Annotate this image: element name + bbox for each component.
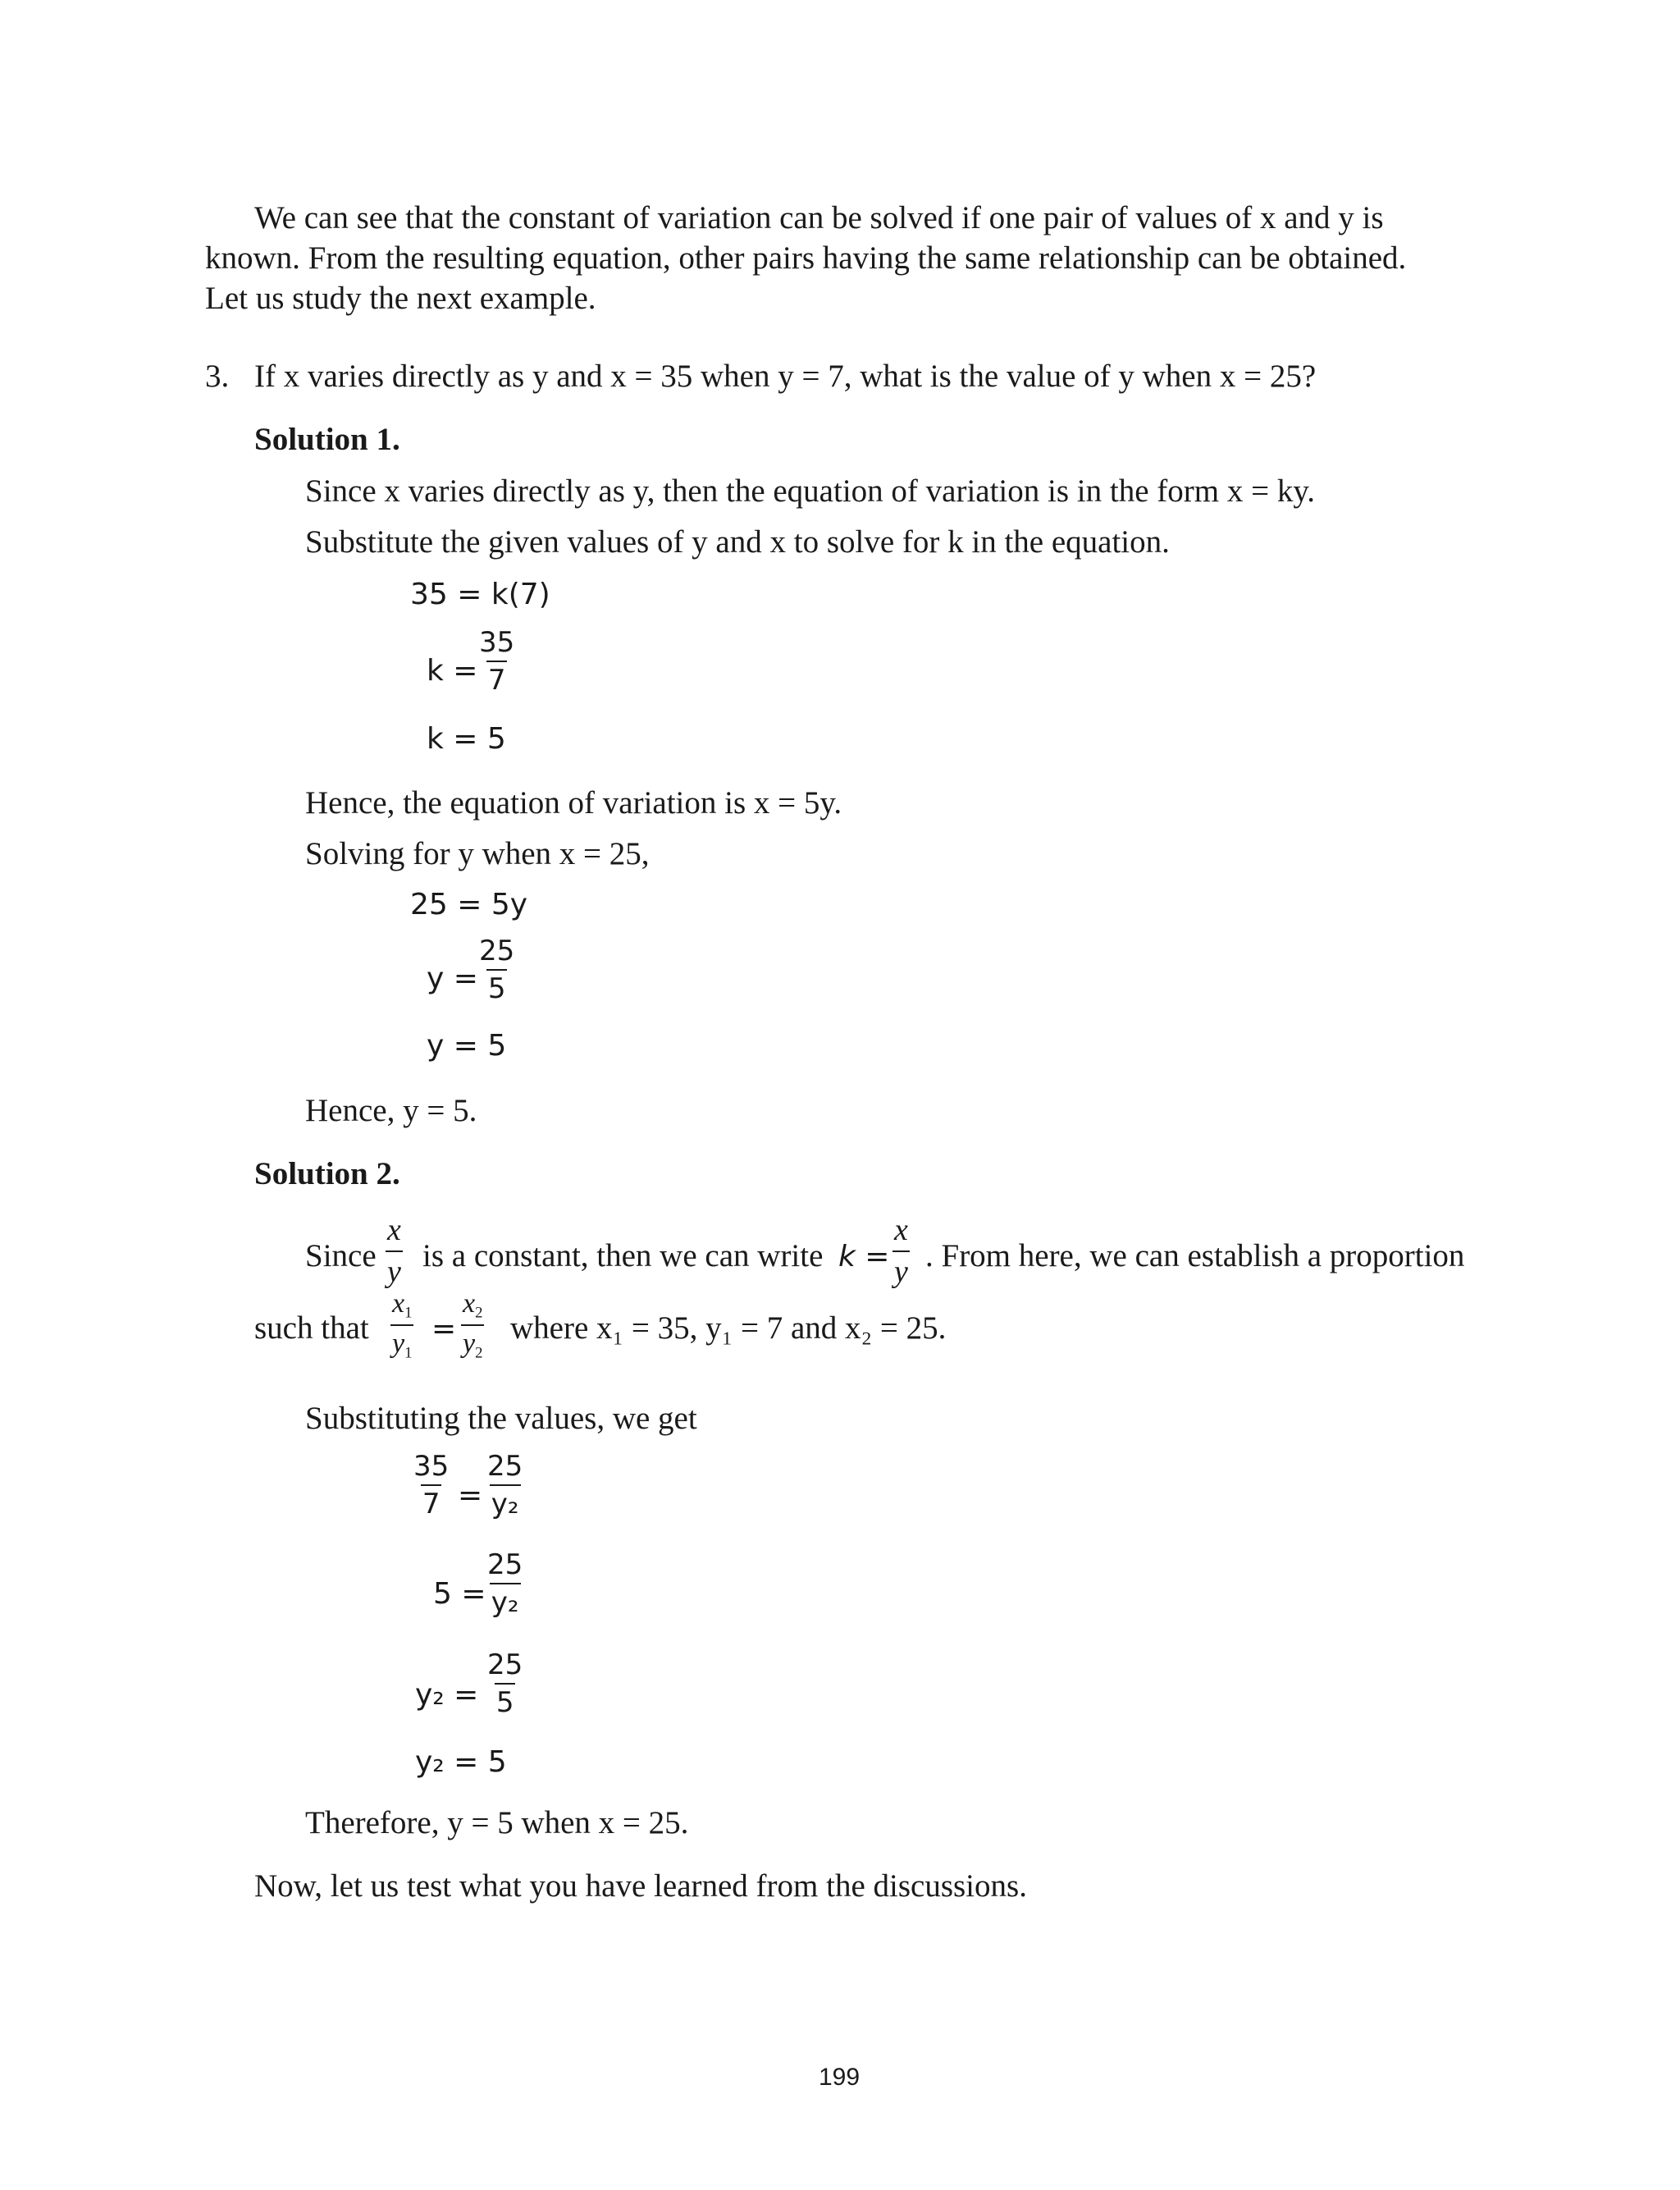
proportion-equals: = bbox=[431, 1312, 457, 1346]
equation-y-lhs: y = bbox=[427, 962, 478, 995]
fraction-numerator: $x_2$ bbox=[463, 1288, 483, 1322]
therefore-text: Therefore, y = 5 when x = 25. bbox=[305, 1805, 689, 1840]
fraction-numerator: x bbox=[387, 1213, 401, 1247]
fraction-denominator: 5 bbox=[486, 969, 508, 1004]
fraction-25-over-5-b bbox=[486, 1649, 524, 1718]
fraction-denominator: y bbox=[892, 1250, 910, 1290]
since-text: Since bbox=[305, 1238, 377, 1273]
fraction-numerator: 35 bbox=[413, 1450, 450, 1483]
fraction-denominator: y bbox=[386, 1250, 403, 1290]
fraction-denominator: 7 bbox=[486, 661, 508, 696]
solution-1-heading: Solution 1. bbox=[254, 422, 400, 457]
fraction-numerator: 25 bbox=[479, 935, 515, 967]
fraction-35-over-7-b bbox=[412, 1451, 450, 1520]
fraction-numerator: $x_1$ bbox=[392, 1288, 413, 1322]
page-number: 199 bbox=[819, 2064, 861, 2091]
fraction-denominator: 5 bbox=[495, 1683, 516, 1718]
fraction-numerator: x bbox=[894, 1213, 908, 1247]
equation-k-equals-5: k = 5 bbox=[427, 722, 506, 756]
intro-line-3: Let us study the next example. bbox=[205, 281, 596, 316]
fraction-denominator: $y_1$ bbox=[390, 1324, 413, 1362]
fraction-25-over-y2-b bbox=[486, 1549, 524, 1618]
equation-k-lhs: k = bbox=[427, 654, 478, 688]
solution-1-line-1: Since x varies directly as y, then the equation of variation is in the form x = ky. bbox=[305, 473, 1316, 509]
fraction-numerator: 25 bbox=[487, 1648, 523, 1681]
equation-y-equals-5: y = 5 bbox=[427, 1029, 507, 1063]
fraction-x-over-y-k bbox=[892, 1213, 910, 1289]
substituting-text: Substituting the values, we get bbox=[305, 1401, 697, 1436]
solution-1-line-4: Solving for y when x = 25, bbox=[305, 836, 650, 871]
fraction-denominator: $y_2$ bbox=[461, 1324, 484, 1362]
closing-text: Now, let us test what you have learned from the discussions. bbox=[254, 1868, 1027, 1904]
equation-y2-lhs: y₂ = bbox=[415, 1678, 479, 1712]
such-that-text: such that bbox=[254, 1310, 369, 1346]
where-text: where x₁ = 35, y₁ = 7 and x₂ = 25. bbox=[510, 1310, 947, 1346]
equation-35-k7: 35 = k(7) bbox=[410, 578, 550, 611]
intro-line-2: known. From the resulting equation, other pairs having the same relationship can be obtained. bbox=[205, 240, 1407, 276]
intro-line-1: We can see that the constant of variation can be solved if one pair of values of x and y is bbox=[254, 200, 1384, 235]
fraction-x1-over-y1 bbox=[390, 1288, 413, 1363]
solution-1-line-2: Substitute the given values of y and x to solve for k in the equation. bbox=[305, 524, 1170, 560]
fraction-denominator: 7 bbox=[421, 1484, 442, 1520]
fraction-numerator: 25 bbox=[487, 1548, 523, 1581]
fraction-25-over-5 bbox=[477, 935, 516, 1004]
from-here-text: . From here, we can establish a proportion bbox=[925, 1238, 1465, 1273]
fraction-35-over-7 bbox=[477, 627, 516, 696]
fraction-25-over-y2-a bbox=[486, 1451, 524, 1520]
solution-1-line-3: Hence, the equation of variation is x = 5y. bbox=[305, 785, 842, 821]
fraction-denominator: y₂ bbox=[490, 1583, 521, 1618]
problem-number: 3. bbox=[205, 359, 230, 394]
equation-5-lhs: 5 = bbox=[433, 1577, 486, 1611]
solution-1-conclusion: Hence, y = 5. bbox=[305, 1093, 477, 1128]
constant-text: is a constant, then we can write bbox=[422, 1238, 824, 1273]
equation-y2-equals-5: y₂ = 5 bbox=[415, 1745, 507, 1779]
fraction-denominator: y₂ bbox=[490, 1484, 521, 1520]
fraction-numerator: 35 bbox=[479, 626, 515, 659]
k-equals: k = bbox=[838, 1240, 890, 1273]
solution-2-heading: Solution 2. bbox=[254, 1156, 400, 1191]
fraction-numerator: 25 bbox=[487, 1450, 523, 1483]
problem-text: If x varies directly as y and x = 35 when y = 7, what is the value of y when x = 25? bbox=[254, 359, 1317, 394]
equation-25-5y: 25 = 5y bbox=[410, 888, 528, 921]
equation-equals-a: = bbox=[458, 1479, 483, 1512]
fraction-x-over-y bbox=[386, 1213, 403, 1289]
fraction-x2-over-y2 bbox=[461, 1288, 484, 1363]
